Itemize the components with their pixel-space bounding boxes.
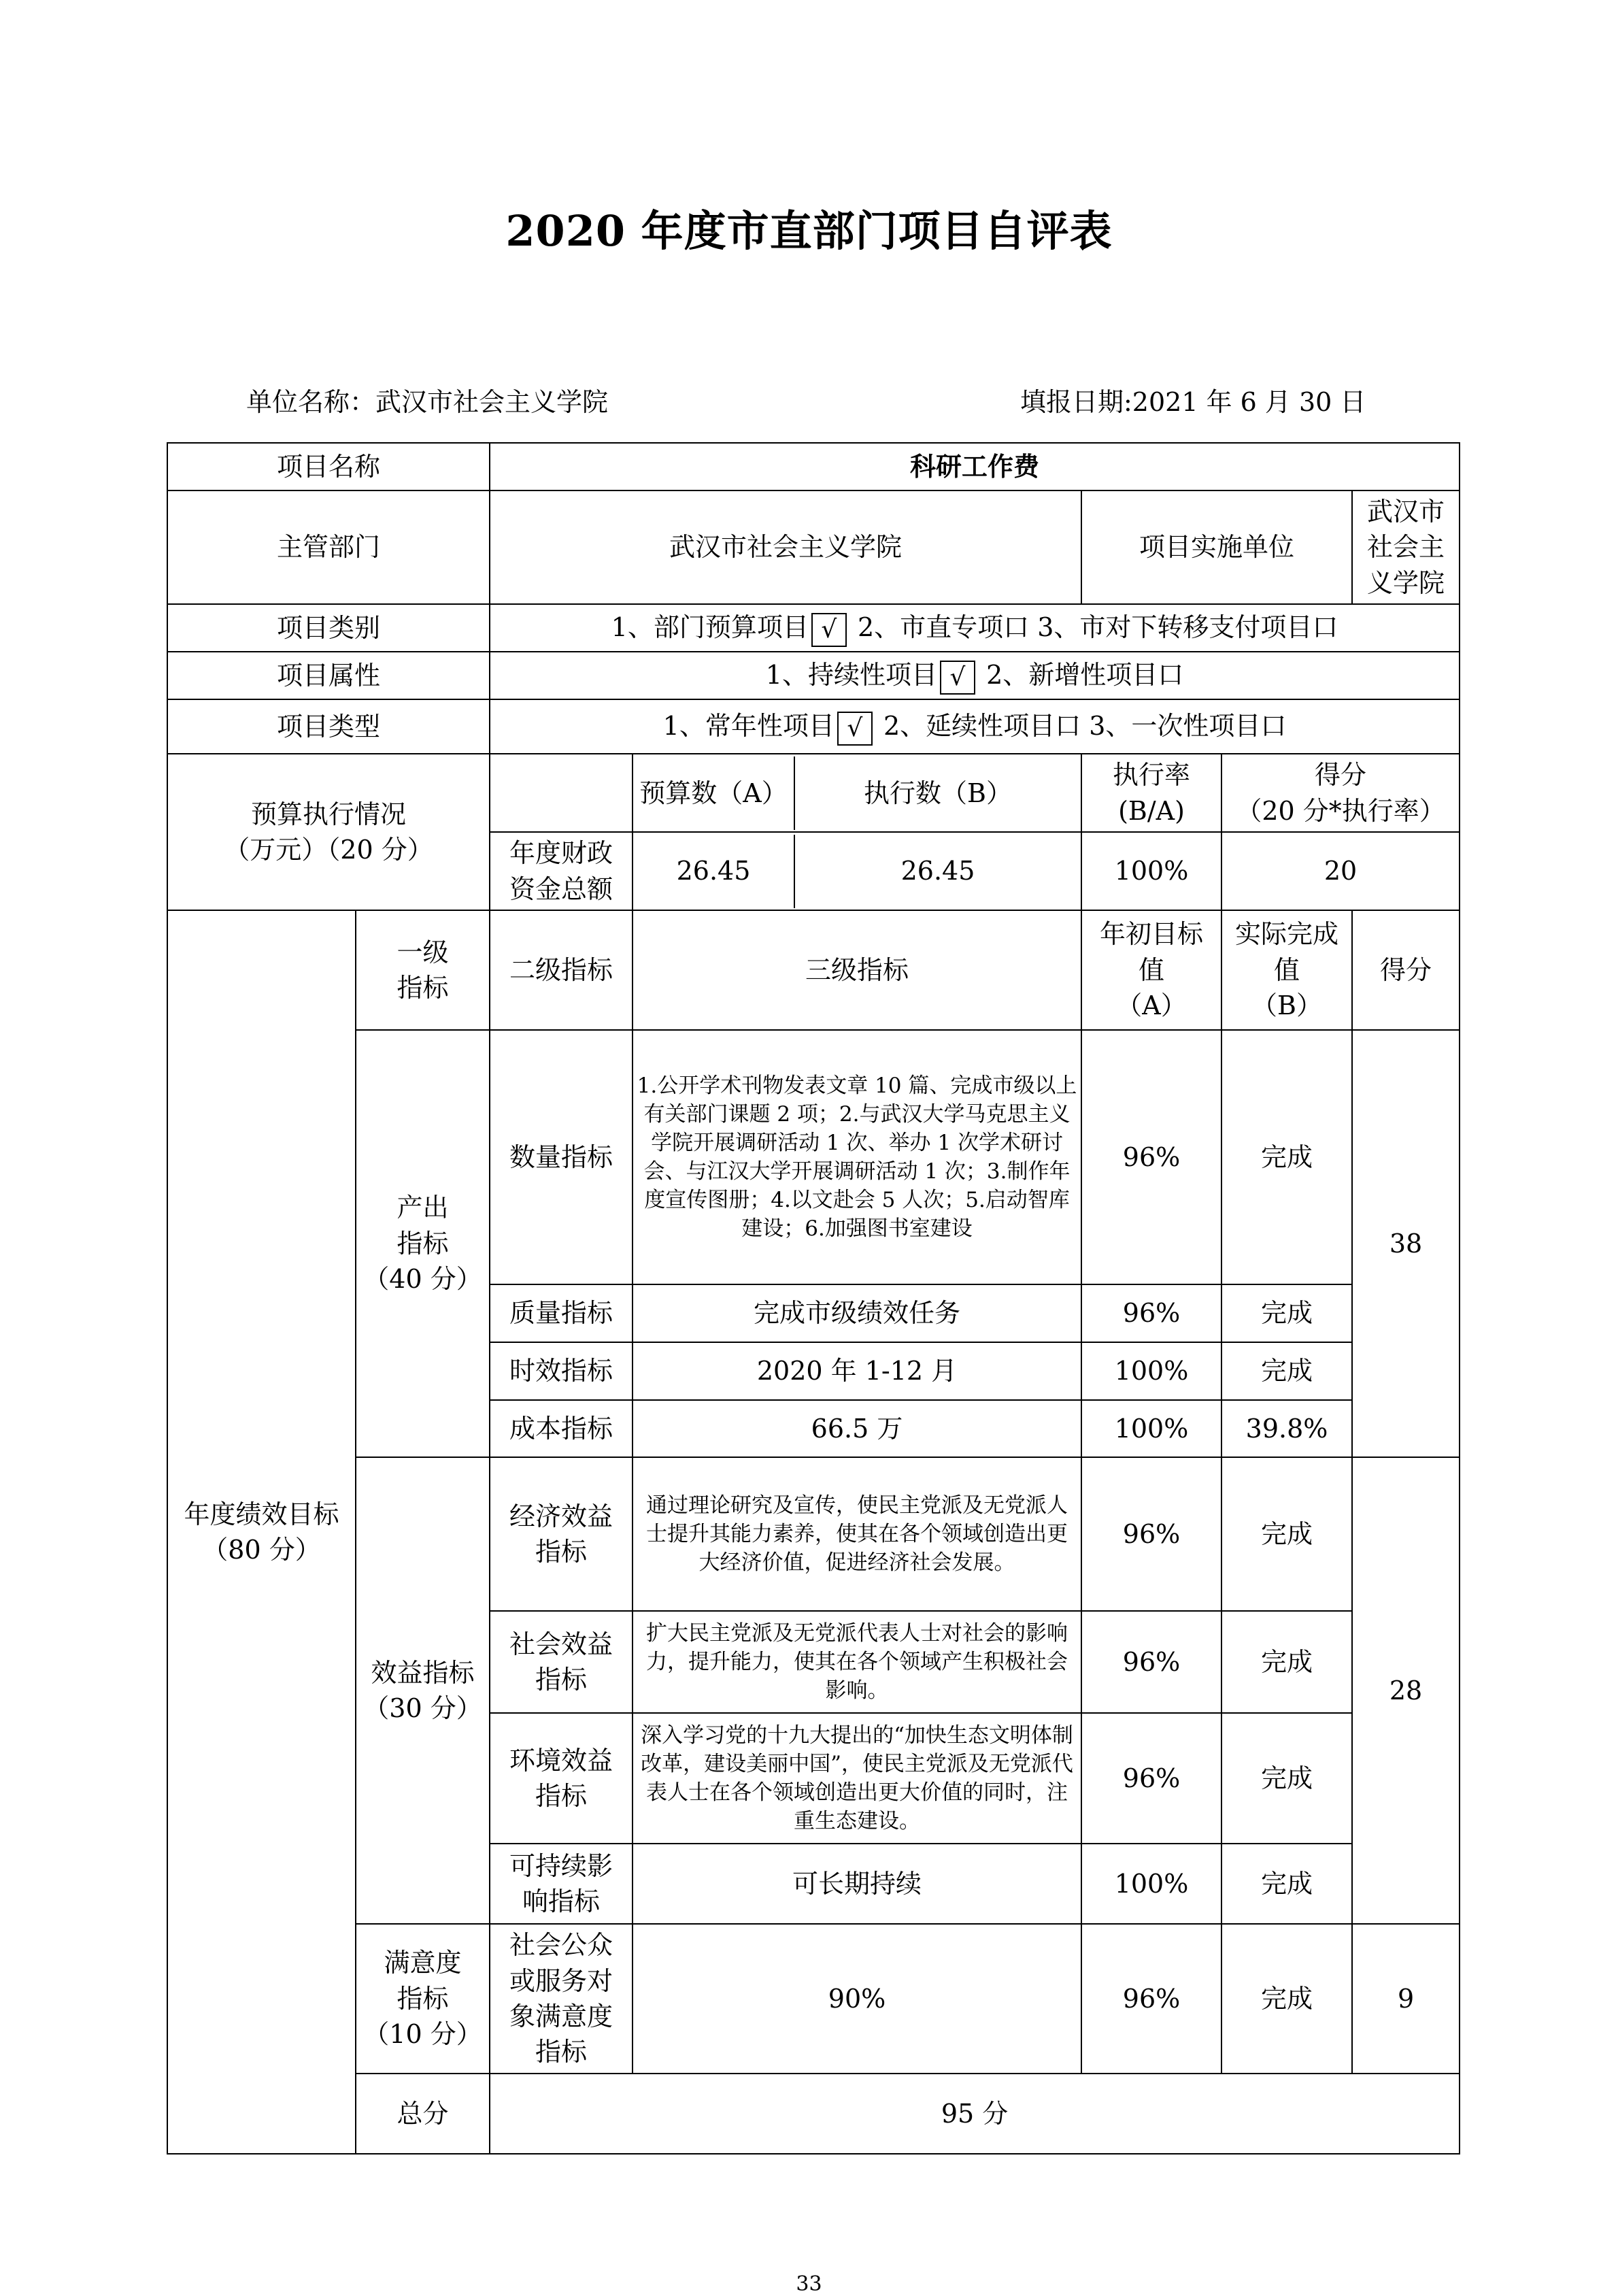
category-option-dept-budget: 1、部门预算项目 xyxy=(611,612,809,643)
total-label: 总分 xyxy=(356,2074,490,2154)
budget-header-row xyxy=(167,754,1460,832)
target-cell: 100% xyxy=(1081,1844,1221,1924)
dept-value: 武汉市社会主义学院 xyxy=(490,490,1081,604)
attribute-option-continuing: 1、持续性项目 xyxy=(765,660,937,691)
level2-cell: 数量指标 xyxy=(490,1030,633,1284)
header-target: 年初目标 值 （A） xyxy=(1081,910,1221,1030)
type-checkbox[interactable]: √ xyxy=(837,712,873,746)
budget-col-a: 预算数（A） xyxy=(633,756,795,830)
category-options-rest: 2、市直专项口 3、市对下转移支付项目口 xyxy=(857,612,1338,643)
target-cell: 96% xyxy=(1081,1284,1221,1342)
row-category xyxy=(167,604,1460,652)
level3-cell: 完成市级绩效任务 xyxy=(633,1284,1081,1342)
impl-value: 武汉市社会主义学院 xyxy=(1352,490,1460,604)
target-cell: 100% xyxy=(1081,1342,1221,1400)
project-name-label: 项目名称 xyxy=(167,443,490,490)
budget-blank xyxy=(490,754,633,832)
total-row xyxy=(167,2074,1460,2154)
attribute-options xyxy=(490,652,1460,699)
satisfaction-indicator-label: 满意度 指标 （10 分） xyxy=(356,1924,490,2074)
level3-cell: 2020 年 1-12 月 xyxy=(633,1342,1081,1400)
actual-cell: 完成 xyxy=(1221,1924,1352,2074)
perf-row-economic xyxy=(167,1457,1460,1611)
output-score: 38 xyxy=(1352,1030,1460,1457)
budget-label: 预算执行情况 （万元）（20 分） xyxy=(167,754,490,910)
row-attribute xyxy=(167,652,1460,699)
budget-value-a: 26.45 xyxy=(633,835,795,908)
impl-label: 项目实施单位 xyxy=(1081,490,1352,604)
satisfaction-score: 9 xyxy=(1352,1924,1460,2074)
category-label: 项目类别 xyxy=(167,604,490,652)
row-department xyxy=(167,490,1460,604)
level2-cell: 社会公众 或服务对 象满意度 指标 xyxy=(490,1924,633,2074)
target-cell: 96% xyxy=(1081,1457,1221,1611)
page-title: 2020 年度市直部门项目自评表 xyxy=(505,206,1113,256)
evaluation-table xyxy=(167,442,1460,2154)
level3-cell: 1.公开学术刊物发表文章 10 篇、完成市级以上有关部门课题 2 项；2.与武汉大学马克思主义学院开展调研活动 1 次、举办 1 次学术研讨会、与江汉大学开展调研活动 1 次；3.制作年度宣传图册；4.以文赴会 5 人次；5.启动智库建设；6.加强图书室建设 xyxy=(633,1030,1081,1284)
perf-row-quantity xyxy=(167,1030,1460,1284)
level3-cell: 66.5 万 xyxy=(633,1400,1081,1457)
type-options-rest: 2、延续性项目口 3、一次性项目口 xyxy=(883,711,1287,742)
target-cell: 96% xyxy=(1081,1713,1221,1844)
actual-cell: 完成 xyxy=(1221,1284,1352,1342)
level3-cell: 90% xyxy=(633,1924,1081,2074)
budget-col-score: 得分 （20 分*执行率） xyxy=(1221,754,1460,832)
row-type xyxy=(167,699,1460,754)
total-value: 95 分 xyxy=(490,2074,1460,2154)
actual-cell: 完成 xyxy=(1221,1713,1352,1844)
output-indicator-label: 产出 指标 （40 分） xyxy=(356,1030,490,1457)
type-option-annual: 1、常年性项目 xyxy=(662,711,835,742)
actual-cell: 39.8% xyxy=(1221,1400,1352,1457)
budget-rate: 100% xyxy=(1081,832,1221,910)
row-project-name xyxy=(167,443,1460,490)
type-label: 项目类型 xyxy=(167,699,490,754)
level3-cell: 通过理论研究及宣传，使民主党派及无党派人士提升其能力素养，使其在各个领域创造出更大经济价值，促进经济社会发展。 xyxy=(633,1457,1081,1611)
level2-cell: 质量指标 xyxy=(490,1284,633,1342)
annual-target-label: 年度绩效目标 （80 分） xyxy=(167,910,356,2154)
budget-col-rate: 执行率 (B/A) xyxy=(1081,754,1221,832)
budget-ab-headers xyxy=(633,754,1081,832)
header-level1: 一级 指标 xyxy=(356,910,490,1030)
category-checkbox[interactable]: √ xyxy=(811,613,847,647)
type-options xyxy=(490,699,1460,754)
target-cell: 96% xyxy=(1081,1924,1221,2074)
header-level2: 二级指标 xyxy=(490,910,633,1030)
level3-cell: 可长期持续 xyxy=(633,1844,1081,1924)
unit-name: 单位名称：武汉市社会主义学院 xyxy=(246,387,609,417)
level2-cell: 社会效益 指标 xyxy=(490,1611,633,1713)
level2-cell: 可持续影 响指标 xyxy=(490,1844,633,1924)
level2-cell: 时效指标 xyxy=(490,1342,633,1400)
target-cell: 96% xyxy=(1081,1611,1221,1713)
perf-header-row xyxy=(167,910,1460,1030)
header-level3: 三级指标 xyxy=(633,910,1081,1030)
actual-cell: 完成 xyxy=(1221,1611,1352,1713)
level2-cell: 环境效益 指标 xyxy=(490,1713,633,1844)
budget-ab-values xyxy=(633,832,1081,910)
perf-row-satisfaction xyxy=(167,1924,1460,2074)
page-number: 33 xyxy=(796,2272,822,2296)
actual-cell: 完成 xyxy=(1221,1844,1352,1924)
budget-row-label: 年度财政 资金总额 xyxy=(490,832,633,910)
level3-cell: 深入学习党的十九大提出的“加快生态文明体制改革，建设美丽中国”，使民主党派及无党派代表人士在各个领域创造出更大价值的同时，注重生态建设。 xyxy=(633,1713,1081,1844)
target-cell: 96% xyxy=(1081,1030,1221,1284)
project-name-value: 科研工作费 xyxy=(490,443,1460,490)
actual-cell: 完成 xyxy=(1221,1342,1352,1400)
target-cell: 100% xyxy=(1081,1400,1221,1457)
attribute-label: 项目属性 xyxy=(167,652,490,699)
benefit-score: 28 xyxy=(1352,1457,1460,1924)
dept-label: 主管部门 xyxy=(167,490,490,604)
header-score: 得分 xyxy=(1352,910,1460,1030)
level3-cell: 扩大民主党派及无党派代表人士对社会的影响力，提升能力，使其在各个领域产生积极社会影响。 xyxy=(633,1611,1081,1713)
level2-cell: 经济效益 指标 xyxy=(490,1457,633,1611)
report-date: 填报日期:2021 年 6 月 30 日 xyxy=(1020,387,1366,417)
category-options xyxy=(490,604,1460,652)
attribute-options-rest: 2、新增性项目口 xyxy=(986,660,1184,691)
level2-cell: 成本指标 xyxy=(490,1400,633,1457)
header-actual: 实际完成 值 （B） xyxy=(1221,910,1352,1030)
actual-cell: 完成 xyxy=(1221,1457,1352,1611)
budget-value-b: 26.45 xyxy=(900,856,975,886)
attribute-checkbox[interactable]: √ xyxy=(940,661,975,695)
budget-col-b: 执行数（B） xyxy=(864,778,1012,808)
budget-score: 20 xyxy=(1221,832,1460,910)
benefit-indicator-label: 效益指标 （30 分） xyxy=(356,1457,490,1924)
actual-cell: 完成 xyxy=(1221,1030,1352,1284)
